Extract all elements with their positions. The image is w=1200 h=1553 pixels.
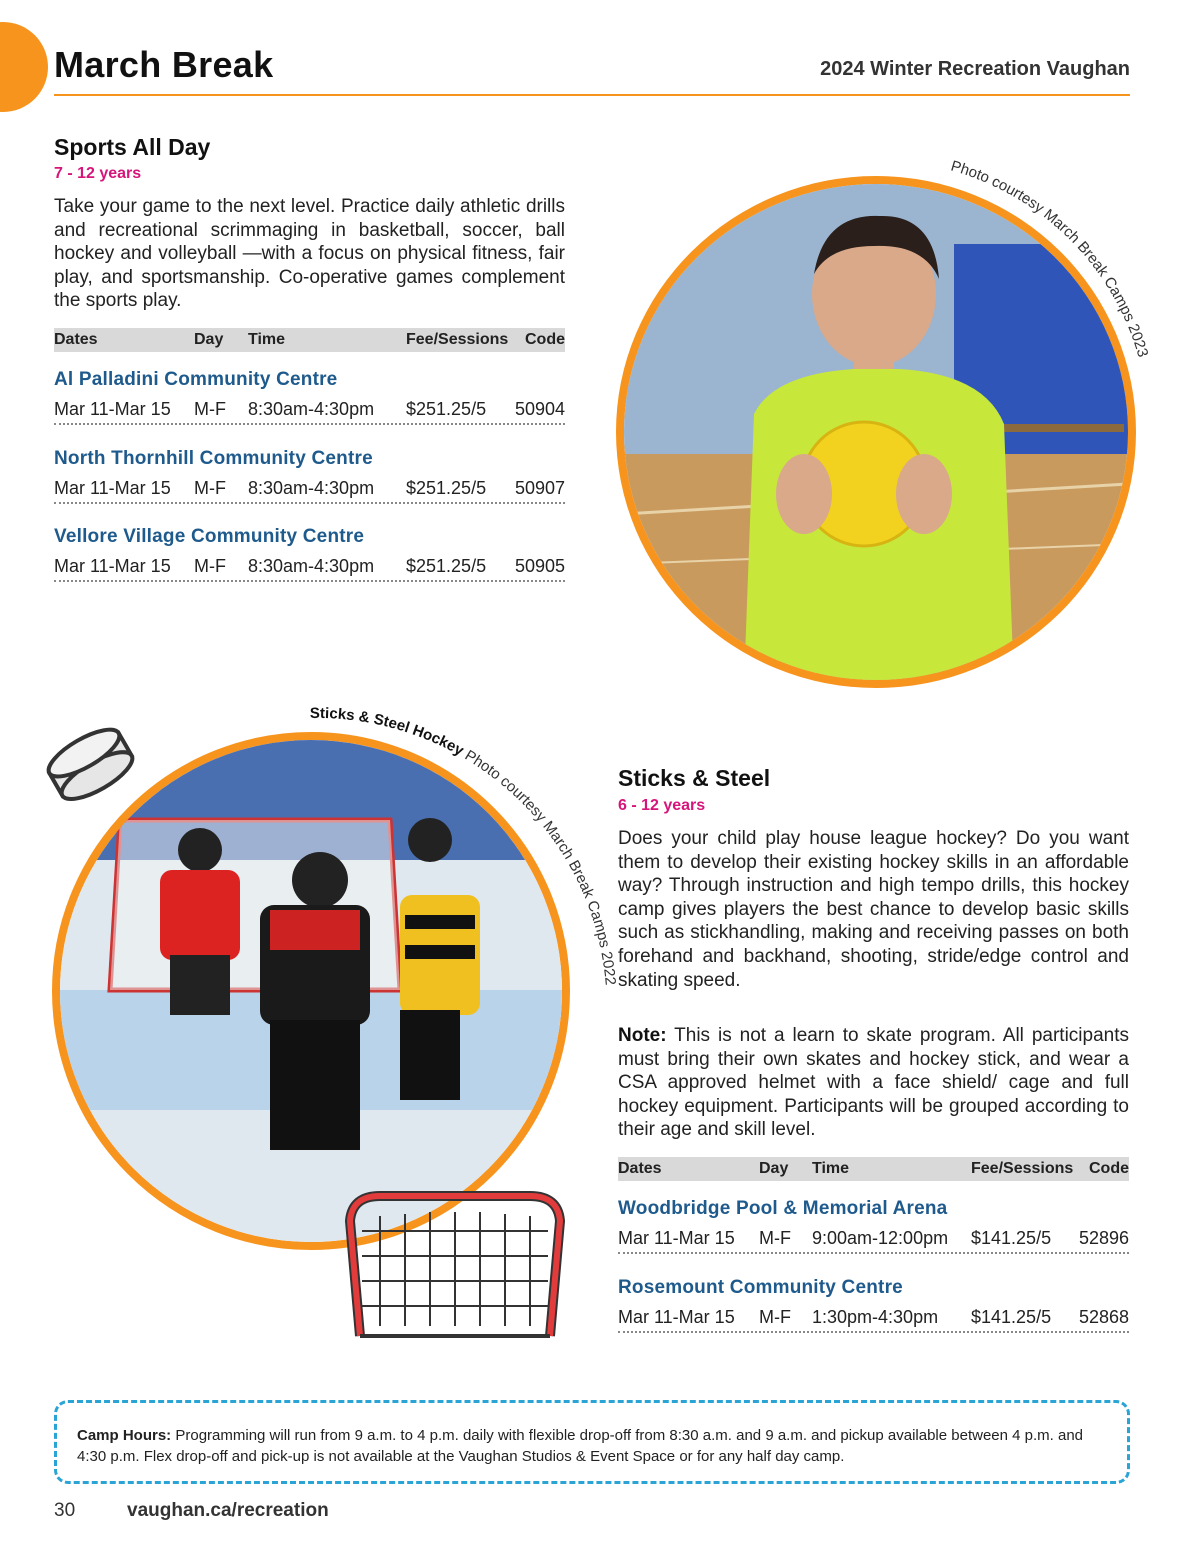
sticks-steel-note [618, 1024, 1129, 1142]
col-time: Time [812, 1160, 850, 1177]
row-time: 1:30pm-4:30pm [812, 1307, 939, 1327]
note-text: This is not a learn to skate program. All participants must bring their own skates and hockey stick, and wear a CSA approved helmet with a face shield/ cage and full hockey equipment. Participants will be grouped according to their age and skill level. [618, 1025, 1129, 1141]
page-title: March Break [54, 44, 274, 85]
camp-hours-label: Camp Hours: [77, 1427, 172, 1444]
row-dates: Mar 11-Mar 15 [618, 1228, 735, 1248]
col-code: Code [525, 331, 565, 348]
sports-all-day-title: Sports All Day [54, 134, 211, 160]
row-day: M-F [194, 556, 226, 576]
row-code: 50904 [514, 399, 565, 419]
row-day: M-F [194, 478, 226, 498]
camp-hours-text: Programming will run from 9 a.m. to 4 p.m. daily with flexible drop-off from 8:30 a.m. and 9 a.m. and pickup available between 4 p.m. and 4:30 p.m. Flex drop-off and pick-up is not available at the Vaughan Studios & Event Space or for any half day camp. [77, 1427, 1084, 1465]
table-row [618, 1305, 1129, 1333]
row-day: M-F [759, 1228, 791, 1248]
sticks-table-header [618, 1157, 1129, 1181]
camp-hours-box [54, 1400, 1130, 1484]
col-code: Code [1089, 1160, 1129, 1177]
footer-url-link[interactable]: vaughan.ca/recreation [127, 1500, 329, 1521]
photo-credit-2023: Photo courtesy March Break Camps 2023 [948, 160, 1152, 360]
row-code: 52896 [1078, 1228, 1129, 1248]
table-row [54, 397, 565, 425]
col-dates: Dates [618, 1160, 662, 1177]
venue-link[interactable]: Vellore Village Community Centre [54, 526, 365, 547]
photo-credit-2022: Photo courtesy March Break Camps 2022 [461, 746, 619, 986]
svg-text:Sticks & Steel Hockey Photo co [310, 705, 619, 986]
page-number: 30 [54, 1500, 76, 1521]
venue-link[interactable]: North Thornhill Community Centre [54, 448, 373, 469]
venue-link[interactable]: Rosemount Community Centre [618, 1277, 903, 1298]
photo-credit-arc-1 [600, 160, 1180, 720]
row-time: 8:30am-4:30pm [248, 399, 375, 419]
row-code: 50905 [514, 556, 565, 576]
note-label: Note: [618, 1025, 667, 1046]
row-code: 50907 [514, 478, 565, 498]
row-fee: $251.25/5 [406, 556, 487, 576]
col-fee: Fee/Sessions [406, 331, 509, 348]
hockey-puck-icon [38, 712, 138, 808]
row-fee: $251.25/5 [406, 399, 487, 419]
venue-link[interactable]: Al Palladini Community Centre [54, 369, 338, 390]
row-dates: Mar 11-Mar 15 [54, 556, 171, 576]
row-dates: Mar 11-Mar 15 [54, 478, 171, 498]
table-row [54, 554, 565, 582]
table-row [54, 476, 565, 504]
venue-link[interactable]: Woodbridge Pool & Memorial Arena [618, 1198, 948, 1219]
sports-table-header [54, 328, 565, 352]
col-day: Day [759, 1160, 789, 1177]
sticks-steel-title: Sticks & Steel [618, 765, 771, 791]
row-code: 52868 [1078, 1307, 1129, 1327]
row-dates: Mar 11-Mar 15 [618, 1307, 735, 1327]
orange-corner-dot [0, 22, 48, 112]
row-time: 9:00am-12:00pm [812, 1228, 949, 1248]
col-day: Day [194, 331, 224, 348]
row-dates: Mar 11-Mar 15 [54, 399, 171, 419]
sticks-steel-description: Does your child play house league hockey? Do you want them to develop their existing hockey skills in an affordable way? Through instruction and high tempo drills, this hockey camp gives players the best chance to develop basic skills such as stickhandling, making and receiving passes on both forehand and backhand, shooting, stride/edge control and skating speed. [618, 828, 1129, 991]
row-day: M-F [759, 1307, 791, 1327]
header-divider [54, 94, 1130, 96]
sports-all-day-age: 7 - 12 years [54, 165, 142, 182]
hockey-net-icon [340, 1186, 570, 1346]
row-fee: $251.25/5 [406, 478, 487, 498]
row-day: M-F [194, 399, 226, 419]
sticks-steel-age: 6 - 12 years [618, 797, 706, 814]
row-time: 8:30am-4:30pm [248, 556, 375, 576]
col-dates: Dates [54, 331, 98, 348]
photo-caption-bold: Sticks & Steel Hockey [309, 704, 467, 760]
row-fee: $141.25/5 [971, 1228, 1052, 1248]
publication-title: 2024 Winter Recreation Vaughan [820, 58, 1130, 80]
sports-all-day-description: Take your game to the next level. Practice daily athletic drills and recreational scrimmaging in basketball, soccer, ball hockey and volleyball —with a focus on physical fitness, fair play, and sportsmanship. Co-operative games complement the sports play. [54, 196, 565, 312]
svg-text:Photo courtesy March Break Cam [949, 160, 1152, 359]
table-row [618, 1226, 1129, 1254]
row-time: 8:30am-4:30pm [248, 478, 375, 498]
row-fee: $141.25/5 [971, 1307, 1052, 1327]
col-fee: Fee/Sessions [971, 1160, 1074, 1177]
col-time: Time [248, 331, 286, 348]
